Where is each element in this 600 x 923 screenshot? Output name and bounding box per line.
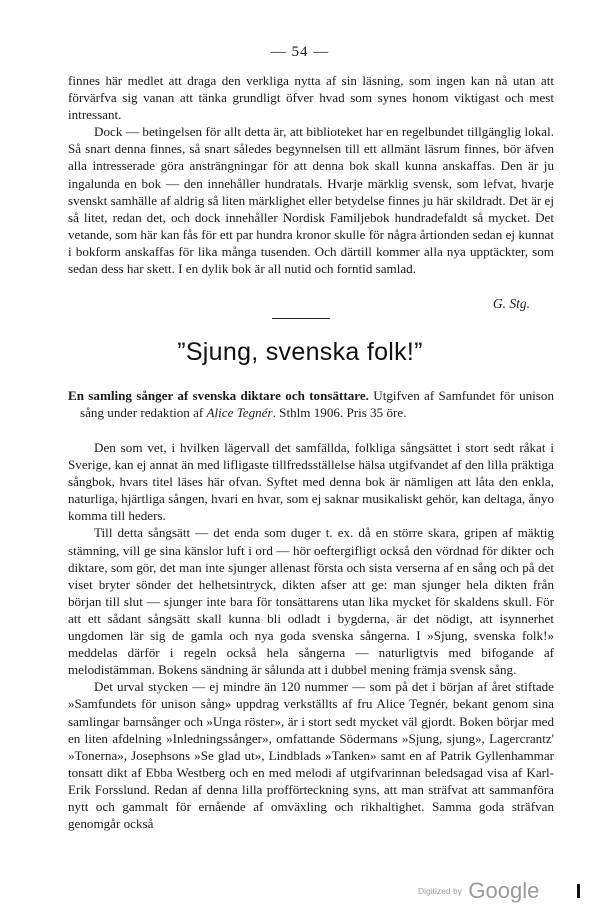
- review-paragraph: Det urval stycken — ej mindre än 120 nummer — som på det i början af året stiftade »Samfundets för unison sång» uppdrag verkställts af fru Alice Tegnér, bekant genom sina samlingar barnsånger och »Unga röster», är i stort sedt mycket väl gjordt. Boken börjar med en liten afdelning »Inledningssånger», omfattande Södermans »Sjung, sjung», Lagercrantz' »Tonerna», Josephsons »Se glad ut», Lindblads »Tanken» samt en af Patrik Gyllenhammar tonsatt dikt af Ebba Westberg och en med melodi af utgifvarinnan beledsagad visa af Karl-Erik Forsslund. Redan af denna lilla profförteckning syns, att man sträfvat att sammanföra nytt och gammalt för ernående af omväxling och rikhaltighet. Samma goda sträfvan genomgår också: [68, 679, 554, 832]
- section-title: ”Sjung, svenska folk!”: [177, 338, 423, 366]
- citation-editor: Alice Tegnér: [206, 405, 273, 421]
- google-logo: Google: [468, 878, 540, 903]
- article-paragraph: Dock — betingelsen för allt detta är, att biblioteket har en regelbundet tillgänglig lokal. Så snart denna finnes, så snart således begynnelsen till ett allmänt läsrum finnes, bör äfven alla intresserade göra ansträngningar för att denna bok skall kunna anskaffas. Den är ju ingalunda en bok — den innehåller hundratals. Hvarje märklig svensk, som lefvat, hvarje svenskt samhälle af aldrig så liten märklighet eller betydelse finnes ju här skildradt. Det är ej så litet, redan det, och dock innehåller Nordisk Familjebok hundradefaldt så mycket. Det vetande, som här kan fås för ett par hundra kronor skulle för några årtionden sedan ej kunnat i bokform anskaffas för lika många tusenden. Och därtill kommer alla nya upptäckter, som sedan dess har skett. I en dylik bok är all nutid och forntid samlad.: [68, 124, 554, 277]
- section-divider: [272, 318, 330, 319]
- watermark-prefix: Digitized by: [418, 886, 462, 896]
- digitization-watermark: [418, 878, 539, 904]
- article-text-continued: [68, 72, 554, 277]
- citation-publication: . Sthlm 1906. Pris 35 öre.: [272, 405, 407, 421]
- review-paragraph: Den som vet, i hvilken lägervall det samfällda, folkliga sångsättet i stort sedt råkat i Sverige, kan ej annat än med lifligaste tillfredsställelse hälsa utgifvandet af den lilla präktiga sångbok, hvars titel läses här ofvan. Syftet med denna bok är nämligen att låta den enkla, naturliga, hjärtliga sången, hvari en hvar, som ej saknar musikaliskt gehör, kan deltaga, ånyo komma till heders.: [68, 440, 554, 524]
- review-text: [68, 439, 554, 832]
- article-paragraph: finnes här medlet att draga den verkliga nytta af sin läsning, som ingen kan nå utan att förvärfva sig vanan att tänka grundligt öfver hvad som synes honom viktigast och mest intressant.: [68, 73, 554, 123]
- author-signature: G. Stg.: [492, 296, 530, 311]
- book-citation: [68, 387, 554, 421]
- page-number: — 54 —: [270, 44, 330, 60]
- citation-title: En samling sånger af svenska diktare och tonsättare.: [68, 388, 369, 403]
- margin-mark: [577, 884, 580, 898]
- citation-details: Utgifven af Samfundet för unison sång under redaktion af: [80, 388, 554, 421]
- review-paragraph: Till detta sångsätt — det enda som duger t. ex. då en större skara, gripen af mäktig stämning, vill ge sina känslor luft i ord — hör oeftergifligt också den vördnad för dikter och diktare, som gör, det man inte sjunger allenast första och sista verserna af en sång och på det viset bryter sönder det helhetsintryck, dikten afser att ge: man sjunger hela dikten från början till slut — sjunger inte bara för tonsättarens utan lika mycket för skaldens skull. För att ett sådant sångsätt skall kunna bli odladt i bygderna, är det nödigt, att isynnerhet ungdomen lär sig de gamla och nya goda svenska sångerna. I »Sjung, svenska folk!» meddelas därför i regeln också hela sångerna — naturligtvis med bifogande af melodistämman. Bokens sändning är sålunda att i dubbel mening främja svensk sång.: [68, 525, 554, 678]
